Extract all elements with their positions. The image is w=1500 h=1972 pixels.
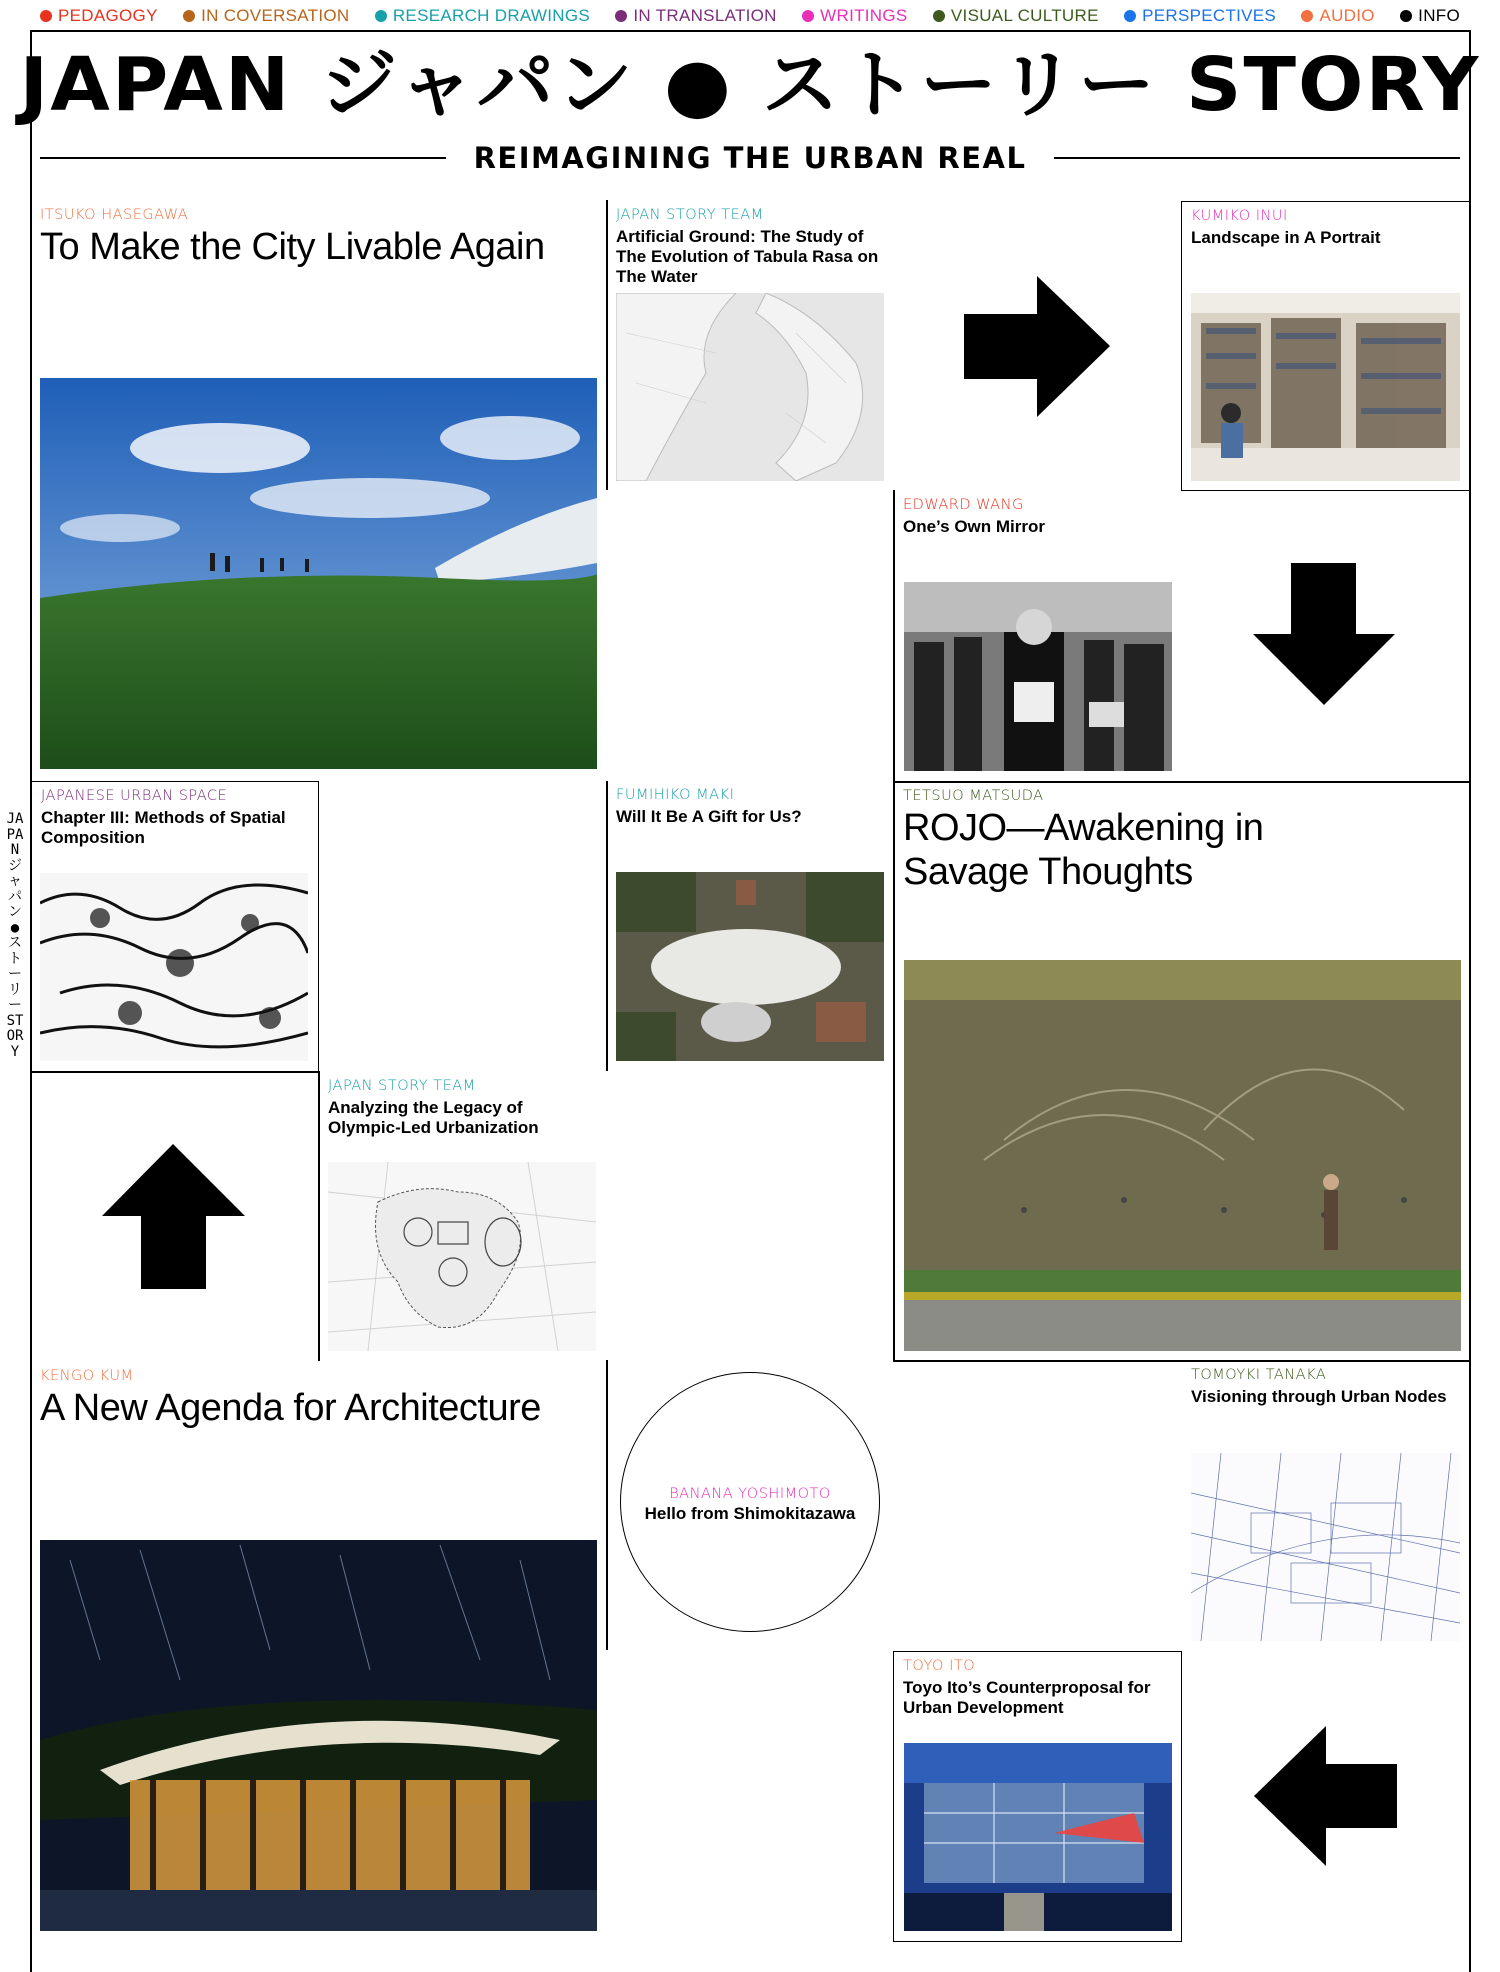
ink-landscape-drawing bbox=[40, 873, 308, 1061]
arrow-left-icon[interactable] bbox=[1254, 1726, 1397, 1866]
image-night-pavilion[interactable] bbox=[40, 1540, 597, 1931]
image-concrete-wall[interactable] bbox=[904, 960, 1461, 1351]
card-title[interactable]: ROJO—Awakening in Savage Thoughts bbox=[903, 807, 1264, 893]
image-tower-facade[interactable] bbox=[904, 1743, 1172, 1931]
night-pavilion-photo bbox=[40, 1540, 597, 1931]
card-title[interactable]: Chapter III: Methods of Spatial Composition bbox=[41, 808, 286, 847]
image-olympic-plan[interactable] bbox=[328, 1162, 596, 1351]
nav-writings[interactable] bbox=[802, 6, 907, 26]
card-author: JAPAN STORY TEAM bbox=[616, 207, 764, 223]
nav-perspectives[interactable] bbox=[1124, 6, 1276, 26]
tower-facade-photo bbox=[904, 1743, 1172, 1931]
nav-label: INFO bbox=[1418, 6, 1460, 25]
concrete-wall-photo bbox=[904, 960, 1461, 1351]
arrow-right-icon[interactable] bbox=[964, 276, 1110, 417]
image-tokyo-bay-map[interactable] bbox=[616, 293, 884, 481]
info-dot-icon bbox=[1400, 10, 1412, 22]
lawn-photo bbox=[40, 378, 597, 769]
conversation-dot-icon bbox=[183, 10, 195, 22]
card-title[interactable]: Visioning through Urban Nodes bbox=[1191, 1387, 1447, 1406]
masthead-title[interactable]: JAPAN ジャパン ● ストーリー STORY bbox=[19, 42, 1481, 128]
image-ink-landscape[interactable] bbox=[40, 873, 308, 1061]
nav-label: IN COVERSATION bbox=[201, 6, 350, 25]
photo-wall-picture bbox=[1191, 293, 1460, 481]
nav-label: RESEARCH DRAWINGS bbox=[392, 6, 591, 25]
writings-dot-icon bbox=[802, 10, 814, 22]
side-vertical-title: JAPAN ジャパン ● ストーリー STORY bbox=[6, 811, 24, 1060]
arrow-up-icon[interactable] bbox=[102, 1144, 245, 1289]
nav-label: PEDAGOGY bbox=[58, 6, 158, 25]
image-urban-node-drawing[interactable] bbox=[1191, 1453, 1460, 1641]
nav-visual-culture[interactable] bbox=[933, 6, 1099, 26]
street-crowd-photo bbox=[904, 582, 1172, 771]
bay-map-drawing bbox=[616, 293, 884, 481]
audio-dot-icon bbox=[1301, 10, 1313, 22]
nav-in-translation[interactable] bbox=[615, 6, 776, 26]
urban-node-sketch bbox=[1191, 1453, 1460, 1641]
masthead-subtitle: REIMAGINING THE URBAN REAL bbox=[473, 141, 1027, 175]
olympic-site-plan bbox=[328, 1162, 596, 1351]
nav-audio[interactable] bbox=[1301, 6, 1374, 26]
subtitle-rule-left bbox=[40, 157, 446, 159]
card-yoshimoto[interactable] bbox=[620, 1372, 880, 1632]
nav-pedagogy[interactable] bbox=[40, 6, 158, 26]
card-author: JAPANESE URBAN SPACE bbox=[41, 788, 228, 804]
card-title[interactable]: Analyzing the Legacy of Olympic-Led Urbanization bbox=[328, 1098, 539, 1137]
card-author: FUMIHIKO MAKI bbox=[616, 787, 735, 803]
arrow-down-icon[interactable] bbox=[1253, 563, 1395, 705]
card-title[interactable]: Landscape in A Portrait bbox=[1191, 228, 1381, 247]
card-title[interactable]: Artificial Ground: The Study of The Evolution of Tabula Rasa on The Water bbox=[616, 227, 879, 286]
card-title[interactable]: Will It Be A Gift for Us? bbox=[616, 807, 802, 826]
card-author: BANANA YOSHIMOTO bbox=[669, 1486, 831, 1502]
nav-research-drawings[interactable] bbox=[375, 6, 590, 26]
top-nav bbox=[40, 6, 1460, 26]
nav-label: PERSPECTIVES bbox=[1142, 6, 1277, 25]
image-hillside-lawn[interactable] bbox=[40, 378, 597, 769]
card-author: EDWARD WANG bbox=[903, 497, 1024, 513]
nav-label: AUDIO bbox=[1319, 6, 1375, 25]
translation-dot-icon bbox=[615, 10, 627, 22]
card-author: KENGO KUM bbox=[40, 1368, 134, 1384]
card-title[interactable]: Toyo Ito’s Counterproposal for Urban Development bbox=[903, 1678, 1151, 1717]
card-title[interactable]: One’s Own Mirror bbox=[903, 517, 1046, 536]
subtitle-rule-right bbox=[1054, 157, 1460, 159]
grid-line bbox=[606, 1360, 608, 1650]
subtitle-row bbox=[40, 138, 1460, 178]
card-author: TOMOYKI TANAKA bbox=[1191, 1367, 1327, 1383]
nav-label: IN TRANSLATION bbox=[633, 6, 777, 25]
card-author: JAPAN STORY TEAM bbox=[328, 1078, 476, 1094]
card-author: TETSUO MATSUDA bbox=[903, 788, 1044, 804]
nav-in-conversation[interactable] bbox=[183, 6, 349, 26]
research-dot-icon bbox=[375, 10, 387, 22]
card-title[interactable]: Hello from Shimokitazawa bbox=[644, 1504, 856, 1523]
frame-top-rule bbox=[30, 30, 1471, 32]
perspectives-dot-icon bbox=[1124, 10, 1136, 22]
pedagogy-dot-icon bbox=[40, 10, 52, 22]
card-title[interactable]: A New Agenda for Architecture bbox=[40, 1387, 541, 1429]
card-title[interactable]: To Make the City Livable Again bbox=[40, 226, 545, 268]
image-photo-wall[interactable] bbox=[1191, 293, 1460, 481]
visual-culture-dot-icon bbox=[933, 10, 945, 22]
nav-label: VISUAL CULTURE bbox=[950, 6, 1099, 25]
image-street-crowd[interactable] bbox=[904, 582, 1172, 771]
card-author: ITSUKO HASEGAWA bbox=[40, 207, 189, 223]
stadium-aerial-photo bbox=[616, 872, 884, 1061]
image-stadium-aerial[interactable] bbox=[616, 872, 884, 1061]
card-author: TOYO ITO bbox=[903, 1658, 976, 1674]
nav-label: WRITINGS bbox=[820, 6, 908, 25]
card-author: KUMIKO INUI bbox=[1191, 208, 1288, 224]
nav-info[interactable] bbox=[1400, 6, 1460, 26]
